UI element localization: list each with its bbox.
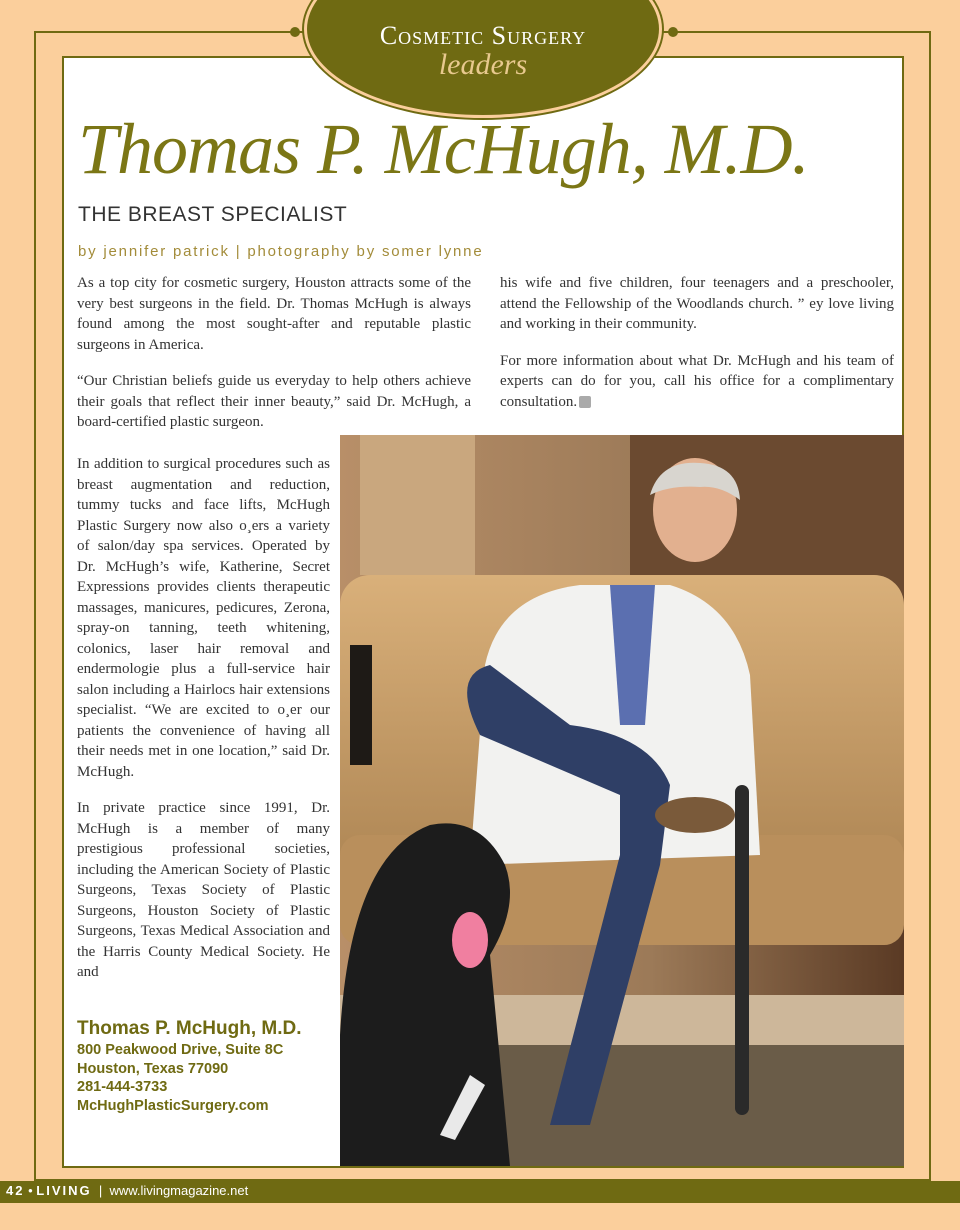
badge-subtitle: leaders — [438, 48, 528, 81]
frame-dot-right — [668, 27, 678, 37]
contact-address-line1: 800 Peakwood Drive, Suite 8C — [77, 1042, 284, 1058]
paragraph-5: his wife and five children, four teenagers and a preschooler, attend the Fellowship of the Woodlands church. ” ey love living and working in their community. — [500, 275, 894, 332]
paragraph-1: As a top city for cosmetic surgery, Houston attracts some of the very best surgeons in the field. Dr. Thomas McHugh is always found among the most sought-after and reputable plastic surgeons in America. — [77, 275, 471, 353]
contact-address-line2: Houston, Texas 77090 — [77, 1060, 229, 1077]
contact-phone: 281-444-3733 — [77, 1079, 168, 1095]
paragraph-6: For more information about what Dr. McHugh and his team of experts can do for you, call his office for a complimentary consultation. — [500, 352, 894, 410]
column-left-top — [77, 273, 471, 449]
footer-bullet: • — [28, 1183, 33, 1198]
footer-url-link[interactable]: www.livingmagazine.net — [109, 1183, 249, 1198]
photo-rug — [490, 1045, 904, 1166]
portrait-photo — [340, 435, 904, 1166]
photo-pillow — [350, 645, 372, 765]
paragraph-3: In addition to surgical procedures such as breast augmentation and reduction, tummy tucks and face lifts, McHugh Plastic Surgery now also o¸ers a variety of salon/day spa services. Operated by Dr. McHugh’s wife, Katherine, Secret Expressions provides clients therapeutic massages, manicures, pedicures, Zerona, spray-on tanning, teeth whitening, colonics, laser hair removal and endermologie plus a full-service hair salon including a Hairlocs hair extensions specialist. “We are excited to o¸er our patients the convenience of having all their needs met in one location,” said Dr. McHugh. — [77, 456, 330, 780]
photo-window — [360, 435, 475, 575]
paragraph-2: “Our Christian beliefs guide us everyday to help others achieve their goals that reflect their inner beauty,” said Dr. McHugh, a board-certified plastic surgeon. — [77, 373, 471, 430]
paragraph-6-wrap — [500, 351, 894, 413]
frame-dot-left — [290, 27, 300, 37]
column-right — [500, 273, 894, 428]
column-left-narrow — [77, 454, 330, 999]
badge-title: Cosmetic Surgery — [379, 21, 587, 50]
photo-shoe — [655, 797, 735, 833]
footer-section: LIVING — [36, 1183, 92, 1198]
footer — [6, 1183, 248, 1198]
page-number: 42 — [6, 1183, 25, 1198]
article-headline: Thomas P. McHugh, M.D. — [78, 109, 809, 189]
contact-website-link[interactable]: McHughPlasticSurgery.com — [77, 1097, 269, 1114]
footer-divider: | — [98, 1183, 103, 1198]
end-mark-icon — [579, 396, 591, 408]
contact-block — [77, 1017, 302, 1115]
photo-chair-arm — [735, 785, 749, 1115]
paragraph-4: In private practice since 1991, Dr. McHugh is a member of many prestigious professional societies, including the American Society of Plastic Surgeons, Texas Society of Plastic Surgeons, Houston Society of Plastic Surgeons, Texas Medical Association and the Harris County Medical Society. He and — [77, 800, 330, 980]
photo-dog-tongue — [452, 912, 488, 968]
contact-name: Thomas P. McHugh, M.D. — [77, 1018, 302, 1039]
article-byline: by jennifer patrick | photography by somer lynne — [78, 243, 484, 260]
article-deck: THE BREAST SPECIALIST — [78, 203, 348, 226]
